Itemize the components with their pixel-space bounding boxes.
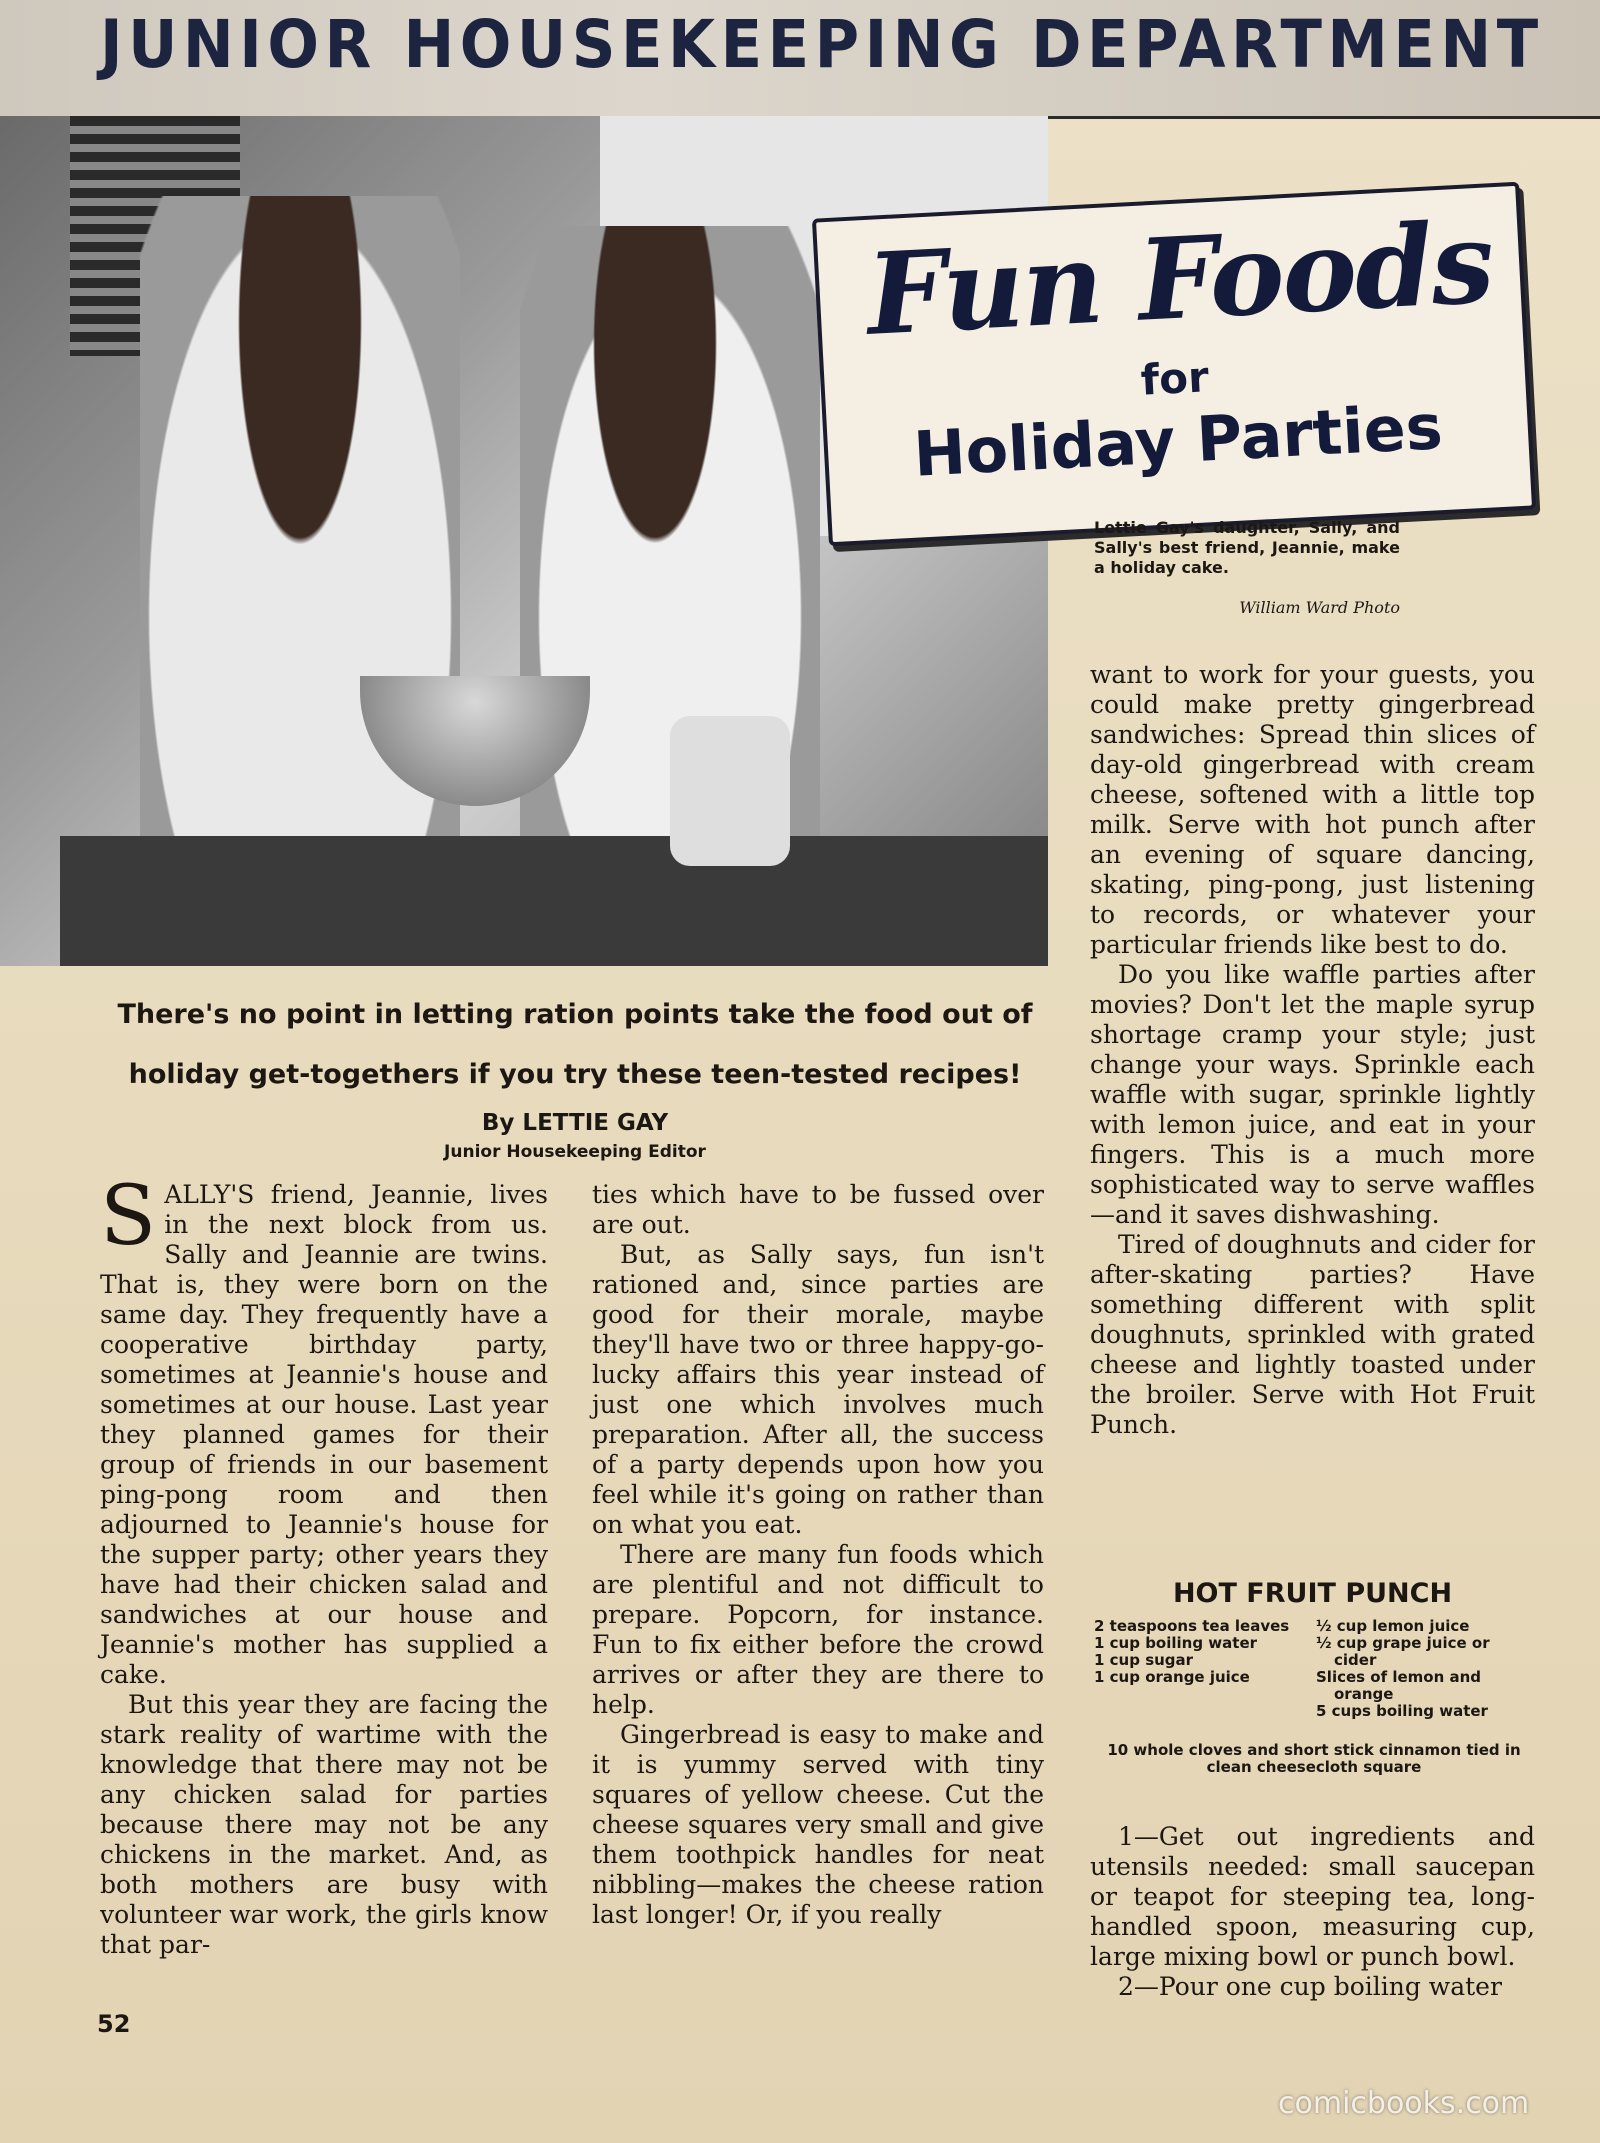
paragraph: But this year they are facing the stark reality of wartime with the knowledge that there may not be any chicken salad for parties because there may not be any chickens in the market. And, as both mothers are busy with volunteer war work, the girls know that par- [100,1690,548,1959]
photo-counter [60,836,1048,966]
paragraph: want to work for your guests, you could make pretty gingerbread sandwiches: Spread thin slices of day-old gingerbread with cream cheese, softened with a little top milk. Serve with hot punch after an evening of square dancing, skating, ping-pong, just listening to records, or whatever your particular friends like best to do. [1090,660,1535,959]
recipe-title: HOT FRUIT PUNCH [1172,1578,1453,1609]
ingredients-left [1094,1618,1304,1686]
paragraph: Tired of doughnuts and cider for after-skating parties? Have something different with split doughnuts, sprinkled with grated cheese and lightly toasted under the broiler. Serve with Hot Fruit Punch. [1090,1230,1535,1439]
article-column-1 [100,1169,548,1960]
byline-author: By LETTIE GAY [481,1110,669,1136]
ingredient: ½ cup grape juice or cider [1316,1634,1490,1669]
ingredient: 1 cup orange juice [1094,1668,1250,1686]
paragraph: Gingerbread is easy to make and it is yummy served with tiny squares of yellow cheese. Cut the cheese squares very small and give them toothpick handles for neat nibbling—makes the cheese ration last longer! Or, if you really [592,1720,1044,1929]
drop-cap: S [100,1169,157,1264]
intro-line-2: holiday get-togethers if you try these teen-tested recipes! [128,1059,1022,1090]
paragraph: But, as Sally says, fun isn't rationed and, since parties are good for their morale, maybe they'll have two or three happy-go-lucky affairs this year instead of just one which involves much preparation. After all, the success of a party depends upon how you feel while it's going on rather than on what you eat. [592,1240,1044,1539]
ingredient-spices: 10 whole cloves and short stick cinnamon tied in clean cheesecloth square [1107,1741,1521,1776]
paragraph [100,1169,548,1690]
ingredient: 2 teaspoons tea leaves [1094,1617,1290,1635]
ingredient: 1 cup boiling water [1094,1634,1258,1652]
intro-line-1: There's no point in letting ration points take the food out of [117,999,1033,1030]
page-number: 52 [97,2010,131,2038]
photo-credit: William Ward Photo [1239,598,1400,617]
byline-role: Junior Housekeeping Editor [444,1142,706,1162]
banner-for: for [1139,352,1210,405]
department-title: JUNIOR HOUSEKEEPING DEPARTMENT [100,6,1544,83]
paragraph: There are many fun foods which are plentiful and not difficult to prepare. Popcorn, for instance. Fun to fix either before the crowd arrives or after they are there to help. [592,1540,1044,1719]
department-header [0,0,1600,119]
ingredient: Slices of lemon and orange [1316,1668,1482,1703]
recipe-step: 1—Get out ingredients and utensils needed: small saucepan or teapot for steeping tea, long-handled spoon, measuring cup, large mixing bowl or punch bowl. [1090,1822,1535,1971]
intro-deck [100,985,1050,1105]
ingredient: ½ cup lemon juice [1316,1617,1470,1635]
banner-script-title: Fun Foods [863,197,1496,361]
ingredients-right [1316,1618,1534,1720]
watermark: comicbooks.com [1278,2086,1530,2121]
recipe-step: 2—Pour one cup boiling water [1118,1972,1502,2001]
photo-figure-sally [140,196,460,896]
article-column-3 [1090,660,1535,1440]
paragraph: Do you like waffle parties after movies? Don't let the maple syrup shortage cramp your style; just change your ways. Sprinkle each waffle with sugar, sprinkle lightly with lemon juice, and eat in your fingers. This is a much more sophisticated way to serve waffles—and it saves dishwashing. [1090,960,1535,1229]
ingredient: 5 cups boiling water [1316,1702,1488,1720]
paragraph-text: ALLY'S friend, Jeannie, lives in the next block from us. Sally and Jeannie are twins. That is, they were born on the same day. They frequently have a cooperative birthday party, sometimes at Jeannie's house and sometimes at our house. Last year they planned games for their group of friends in our basement ping-pong room and then adjourned to Jeannie's house for the supper party; other years they have had their chicken salad and sandwiches at our house and Jeannie's mother has supplied a cake. [100,1180,548,1689]
banner-subtitle: Holiday Parties [911,390,1445,491]
ingredient: 1 cup sugar [1094,1651,1194,1669]
paragraph: ties which have to be fussed over are out. [592,1180,1044,1239]
photo-jar [670,716,790,866]
photo-caption: Lettie Gay's daughter, Sally, and Sally's best friend, Jeannie, make a holiday cake. [1094,518,1400,577]
recipe-steps [1090,1822,1535,2002]
article-column-2 [592,1180,1044,1930]
title-banner [812,182,1536,547]
